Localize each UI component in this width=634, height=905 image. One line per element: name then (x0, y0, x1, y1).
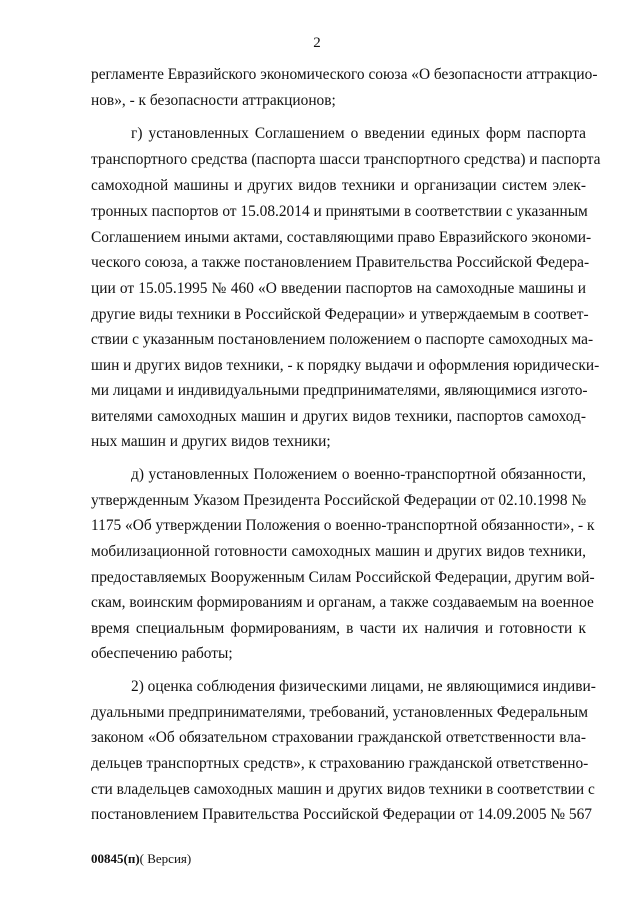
text-line: тронных паспортов от 15.08.2014 и принятыми в соответствии с указанным (91, 203, 588, 220)
text-line: шин и других видов техники, - к порядку выдачи и оформления юридически- (91, 357, 600, 374)
text-line: дельцев транспортных средств», к страхованию гражданской ответственно- (91, 755, 589, 772)
document-code: 00845(п) (91, 851, 140, 866)
text-line: другие виды техники в Российской Федерации» и утверждаемым в соответ- (91, 306, 589, 323)
text-line: ческого союза, а также постановлением Правительства Российской Федера- (91, 254, 590, 271)
text-line: ми лицами и индивидуальными предпринимателями, являющимися изгото- (91, 382, 588, 399)
text-line: сти владельцев самоходных машин и других видов техники в соответствии с (91, 781, 595, 798)
text-line: дуальными предпринимателями, требований, установленных Федеральным (91, 704, 589, 721)
text-line: самоходной машины и других видов техники и организации систем элек- (91, 177, 586, 194)
text-line: обеспечению работы; (91, 645, 233, 662)
text-line: вителями самоходных машин и других видов техники, паспортов самоход- (91, 408, 586, 425)
text-line: ных машин и других видов техники; (91, 433, 331, 450)
text-line: постановлением Правительства Российской Федерации от 14.09.2005 № 567 (91, 806, 593, 823)
text-line: ции от 15.05.1995 № 460 «О введении паспортов на самоходные машины и (91, 280, 586, 297)
text-line: ствии с указанным постановлением положением о паспорте самоходных ма- (91, 331, 594, 348)
text-line: скам, воинским формированиям и органам, а также создаваемым на военное (91, 594, 594, 611)
text-line: предоставляемых Вооруженным Силам Российской Федерации, другим вой- (91, 569, 595, 586)
page-number: 2 (313, 35, 321, 51)
text-line: Соглашением иными актами, составляющими право Евразийского экономи- (91, 229, 592, 246)
text-line: транспортного средства (паспорта шасси транспортного средства) и паспорта (91, 151, 601, 168)
text-line: время специальным формированиям, в части их наличия и готовности к (91, 620, 586, 637)
text-line: 1175 «Об утверждении Положения о военно-транспортной обязанности», - к (91, 517, 595, 534)
document-footer (91, 851, 191, 867)
paragraph-first-line: д) установленных Положением о военно-транспортной обязанности, (131, 466, 586, 483)
paragraph-first-line: 2) оценка соблюдения физическими лицами, не являющимися индиви- (131, 678, 596, 695)
text-line: законом «Об обязательном страховании гражданской ответственности вла- (91, 729, 586, 746)
text-line: регламенте Евразийского экономического союза «О безопасности аттракцио- (91, 66, 598, 83)
text-line: нов», - к безопасности аттракционов; (91, 92, 336, 109)
text-line: мобилизационной готовности самоходных машин и других видов техники, (91, 543, 586, 560)
text-line: утвержденным Указом Президента Российской Федерации от 02.10.1998 № (91, 492, 587, 509)
document-version: ( Версия) (139, 851, 192, 866)
paragraph-first-line: г) установленных Соглашением о введении единых форм паспорта (131, 125, 586, 142)
